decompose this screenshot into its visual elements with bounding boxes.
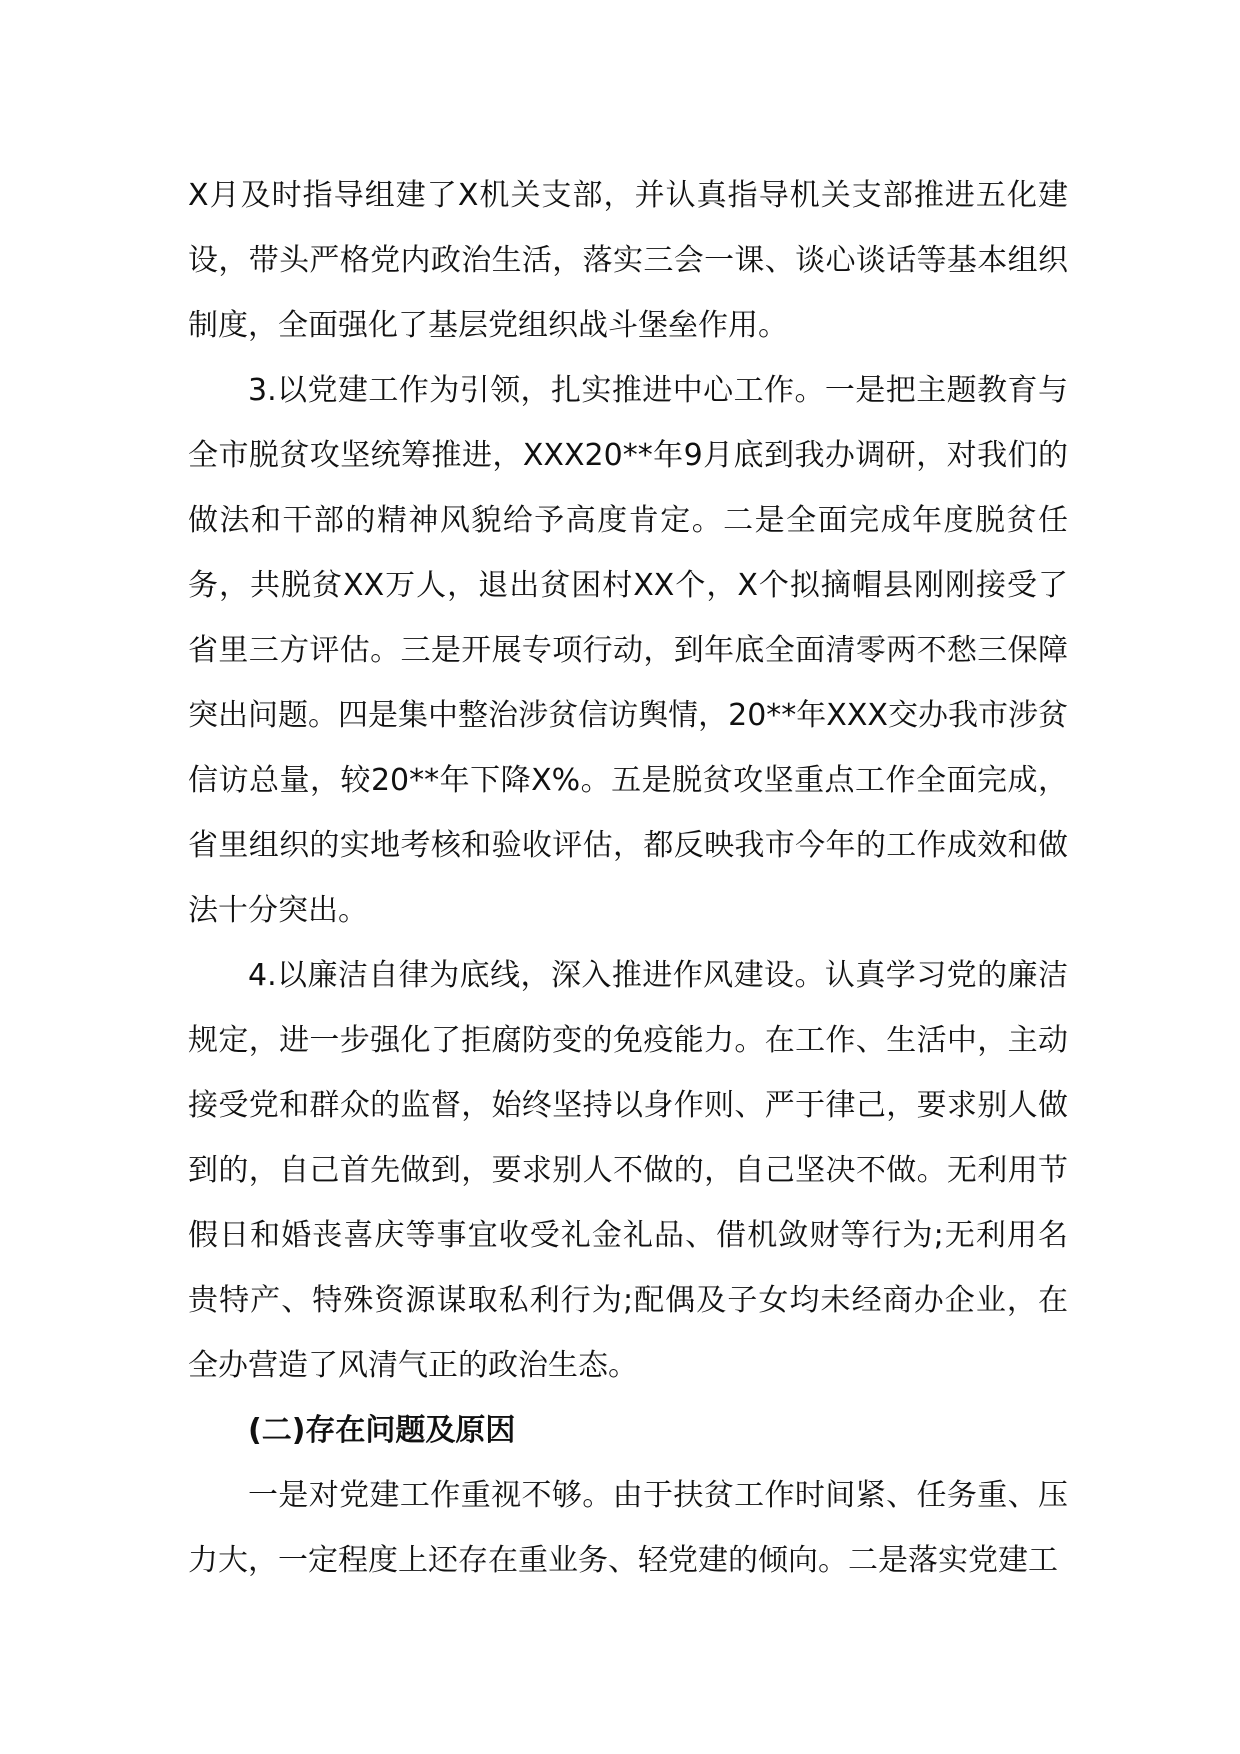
paragraph-continuation: X月及时指导组建了X机关支部，并认真指导机关支部推进五化建设，带头严格党内政治生活，落实三会一课、谈心谈话等基本组织制度，全面强化了基层党组织战斗堡垒作用。 — [188, 178, 1068, 343]
paragraph-item-3: 3.以党建工作为引领，扎实推进中心工作。一是把主题教育与全市脱贫攻坚统筹推进，XXX20**年9月底到我办调研，对我们的做法和干部的精神风貌给予高度肯定。二是全面完成年度脱贫任务，共脱贫XX万人，退出贫困村XX个，X个拟摘帽县刚刚接受了省里三方评估。三是开展专项行动，到年底全面清零两不愁三保障突出问题。四是集中整治涉贫信访舆情，20**年XXX交办我市涉贫信访总量，较20**年下降X%。五是脱贫攻坚重点工作全面完成，省里组织的实地考核和验收评估，都反映我市今年的工作成效和做法十分突出。 — [188, 373, 1068, 928]
paragraph-item-4: 4.以廉洁自律为底线，深入推进作风建设。认真学习党的廉洁规定，进一步强化了拒腐防变的免疫能力。在工作、生活中，主动接受党和群众的监督，始终坚持以身作则、严于律己，要求别人做到的，自己首先做到，要求别人不做的，自己坚决不做。无利用节假日和婚丧喜庆等事宜收受礼金礼品、借机敛财等行为;无利用名贵特产、特殊资源谋取私利行为;配偶及子女均未经商办企业，在全办营造了风清气正的政治生态。 — [188, 958, 1068, 1383]
document-body — [188, 163, 1068, 1593]
paragraph-problems: 一是对党建工作重视不够。由于扶贫工作时间紧、任务重、压力大，一定程度上还存在重业务、轻党建的倾向。二是落实党建工 — [188, 1478, 1068, 1578]
section-heading: (二)存在问题及原因 — [248, 1413, 516, 1448]
